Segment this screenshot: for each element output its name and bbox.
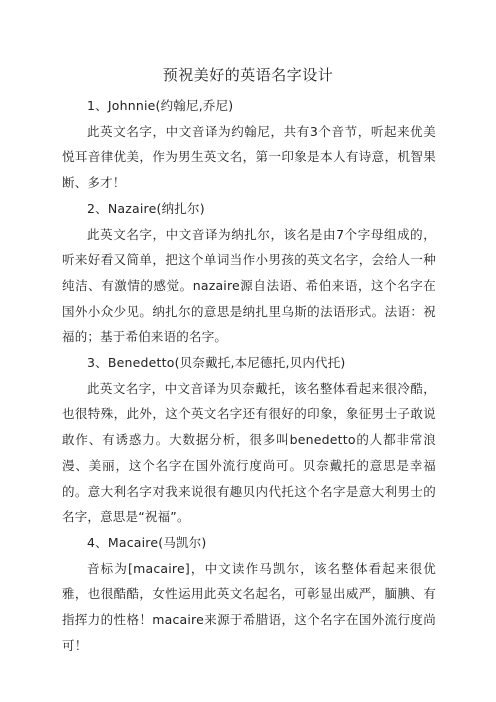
name-heading-3: 3、Benedetto(贝奈戴托,本尼德托,贝内代托) — [87, 355, 346, 371]
name-heading-4: 4、Macaire(马凯尔) — [87, 534, 207, 550]
name-heading-1: 1、Johnnie(约翰尼,乔尼) — [87, 98, 234, 113]
name-heading-2: 2、Nazaire(纳扎尔) — [87, 200, 205, 216]
document-title: 预祝美好的英语名字设计 — [162, 66, 334, 84]
name-description-1: 此英文名字，中文音译为约翰尼，共有3个音节，听起来优美悦耳音律优美，作为男生英文名，第一印象是本人有诗意，机智果断、多才！ — [62, 123, 436, 191]
name-description-2: 此英文名字，中文音译为纳扎尔，该名是由7个字母组成的，听来好看又简单，把这个单词当作小男孩的英文名字，会给人一种纯洁、有激情的感觉。nazaire源自法语、希伯来语，这个名字在国外小众少见。纳扎尔的意思是纳扎里乌斯的法语形式。法语：祝福的；基于希伯来语的名字。 — [62, 226, 436, 345]
name-description-4: 音标为[macaire]，中文读作马凯尔，该名整体看起来很优雅，也很酷酷，女性运用此英文名起名，可彰显出威严，腼腆、有指挥力的性格！macaire来源于希腊语，这个名字在国外流行度尚可！ — [62, 560, 436, 653]
name-description-3: 此英文名字，中文音译为贝奈戴托，该名整体看起来很冷酷，也很特殊，此外，这个英文名字还有很好的印象，象征男士子敢说敢作、有诱惑力。大数据分析，很多叫benedetto的人都非常浪漫、美丽，这个名字在国外流行度尚可。贝奈戴托的意思是幸福的。意大利名字对我来说很有趣贝内代托这个名字是意大利男士的名字，意思是“祝福”。 — [62, 380, 436, 525]
document-body — [62, 93, 436, 658]
